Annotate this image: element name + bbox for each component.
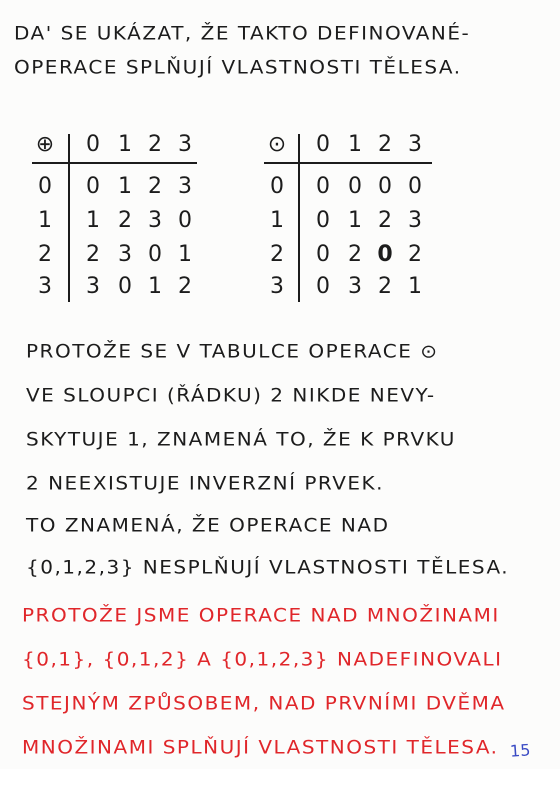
red-line-4: MNOŽINAMI SPLŇUJÍ VLASTNOSTI TĚLESA.	[22, 736, 499, 759]
red-line-1: PROTOŽE JSME OPERACE NAD MNOŽINAMI	[22, 604, 500, 627]
row-label: 3	[270, 274, 284, 299]
row-label: 0	[38, 174, 52, 199]
paragraph-line-5: TO ZNAMENÁ, ŽE OPERACE NAD	[26, 514, 390, 537]
multiplication-table	[262, 128, 442, 303]
table-cell: 3	[348, 274, 362, 299]
table-cell: 1	[148, 274, 162, 299]
table-cell: 2	[178, 274, 192, 299]
table-cell-circled: 0	[377, 242, 393, 267]
header-cell: 3	[178, 132, 192, 157]
table-cell: 1	[118, 174, 132, 199]
table-cell: 3	[148, 208, 162, 233]
table-cell: 2	[348, 242, 362, 267]
table-cell: 0	[378, 174, 392, 199]
table-cell: 0	[348, 174, 362, 199]
paragraph-line-6: {0,1,2,3} NESPLŇUJÍ VLASTNOSTI TĚLESA.	[26, 556, 510, 579]
header-cell: 1	[348, 132, 362, 157]
table-cell: 0	[118, 274, 132, 299]
row-label: 3	[38, 274, 52, 299]
table-cell: 1	[86, 208, 100, 233]
table-cell: 0	[178, 208, 192, 233]
table-cell: 3	[408, 208, 422, 233]
table-divider-v	[68, 134, 70, 302]
table-divider-h	[32, 162, 197, 164]
operator-dot: ⊙	[267, 132, 287, 157]
header-cell: 3	[408, 132, 422, 157]
addition-table	[30, 128, 210, 303]
header-cell: 2	[148, 132, 162, 157]
red-line-3: STEJNÝM ZPŮSOBEM, NAD PRVNÍMI DVĚMA	[22, 692, 506, 715]
red-line-2: {0,1}, {0,1,2} A {0,1,2,3} NADEFINOVALI	[22, 648, 503, 671]
paragraph-line-2: VE SLOUPCI (ŘÁDKU) 2 NIKDE NEVY-	[26, 384, 436, 407]
table-cell: 3	[86, 274, 100, 299]
table-cell: 2	[378, 274, 392, 299]
table-cell: 0	[316, 274, 330, 299]
row-label: 1	[38, 208, 52, 233]
header-cell: 0	[86, 132, 100, 157]
table-cell: 0	[86, 174, 100, 199]
row-label: 1	[270, 208, 284, 233]
page-bottom-margin	[0, 769, 560, 809]
row-label: 0	[270, 174, 284, 199]
table-cell: 0	[316, 208, 330, 233]
table-divider-h	[264, 162, 432, 164]
table-cell: 2	[378, 208, 392, 233]
table-cell: 1	[348, 208, 362, 233]
table-cell: 3	[118, 242, 132, 267]
table-cell: 3	[178, 174, 192, 199]
table-cell: 0	[148, 242, 162, 267]
paragraph-line-3: SKYTUJE 1, ZNAMENÁ TO, ŽE K PRVKU	[26, 428, 456, 451]
table-cell: 1	[408, 274, 422, 299]
header-cell: 0	[316, 132, 330, 157]
table-cell: 2	[148, 174, 162, 199]
row-label: 2	[38, 242, 52, 267]
intro-line-2: OPERACE SPLŇUJÍ VLASTNOSTI TĚLESA.	[14, 56, 462, 79]
table-cell: 1	[178, 242, 192, 267]
paragraph-line-4: 2 NEEXISTUJE INVERZNÍ PRVEK.	[26, 472, 385, 495]
table-cell: 2	[118, 208, 132, 233]
operator-plus: ⊕	[35, 132, 55, 157]
header-cell: 1	[118, 132, 132, 157]
page-number: 15	[509, 740, 531, 761]
header-cell: 2	[378, 132, 392, 157]
table-cell: 0	[316, 174, 330, 199]
paragraph-line-1: PROTOŽE SE V TABULCE OPERACE ⊙	[26, 340, 439, 363]
table-cell: 2	[86, 242, 100, 267]
table-cell: 0	[408, 174, 422, 199]
row-label: 2	[270, 242, 284, 267]
table-divider-v	[298, 134, 300, 302]
table-cell: 0	[316, 242, 330, 267]
intro-line-1: DA' SE UKÁZAT, ŽE TAKTO DEFINOVANÉ-	[14, 22, 471, 45]
table-cell: 2	[408, 242, 422, 267]
